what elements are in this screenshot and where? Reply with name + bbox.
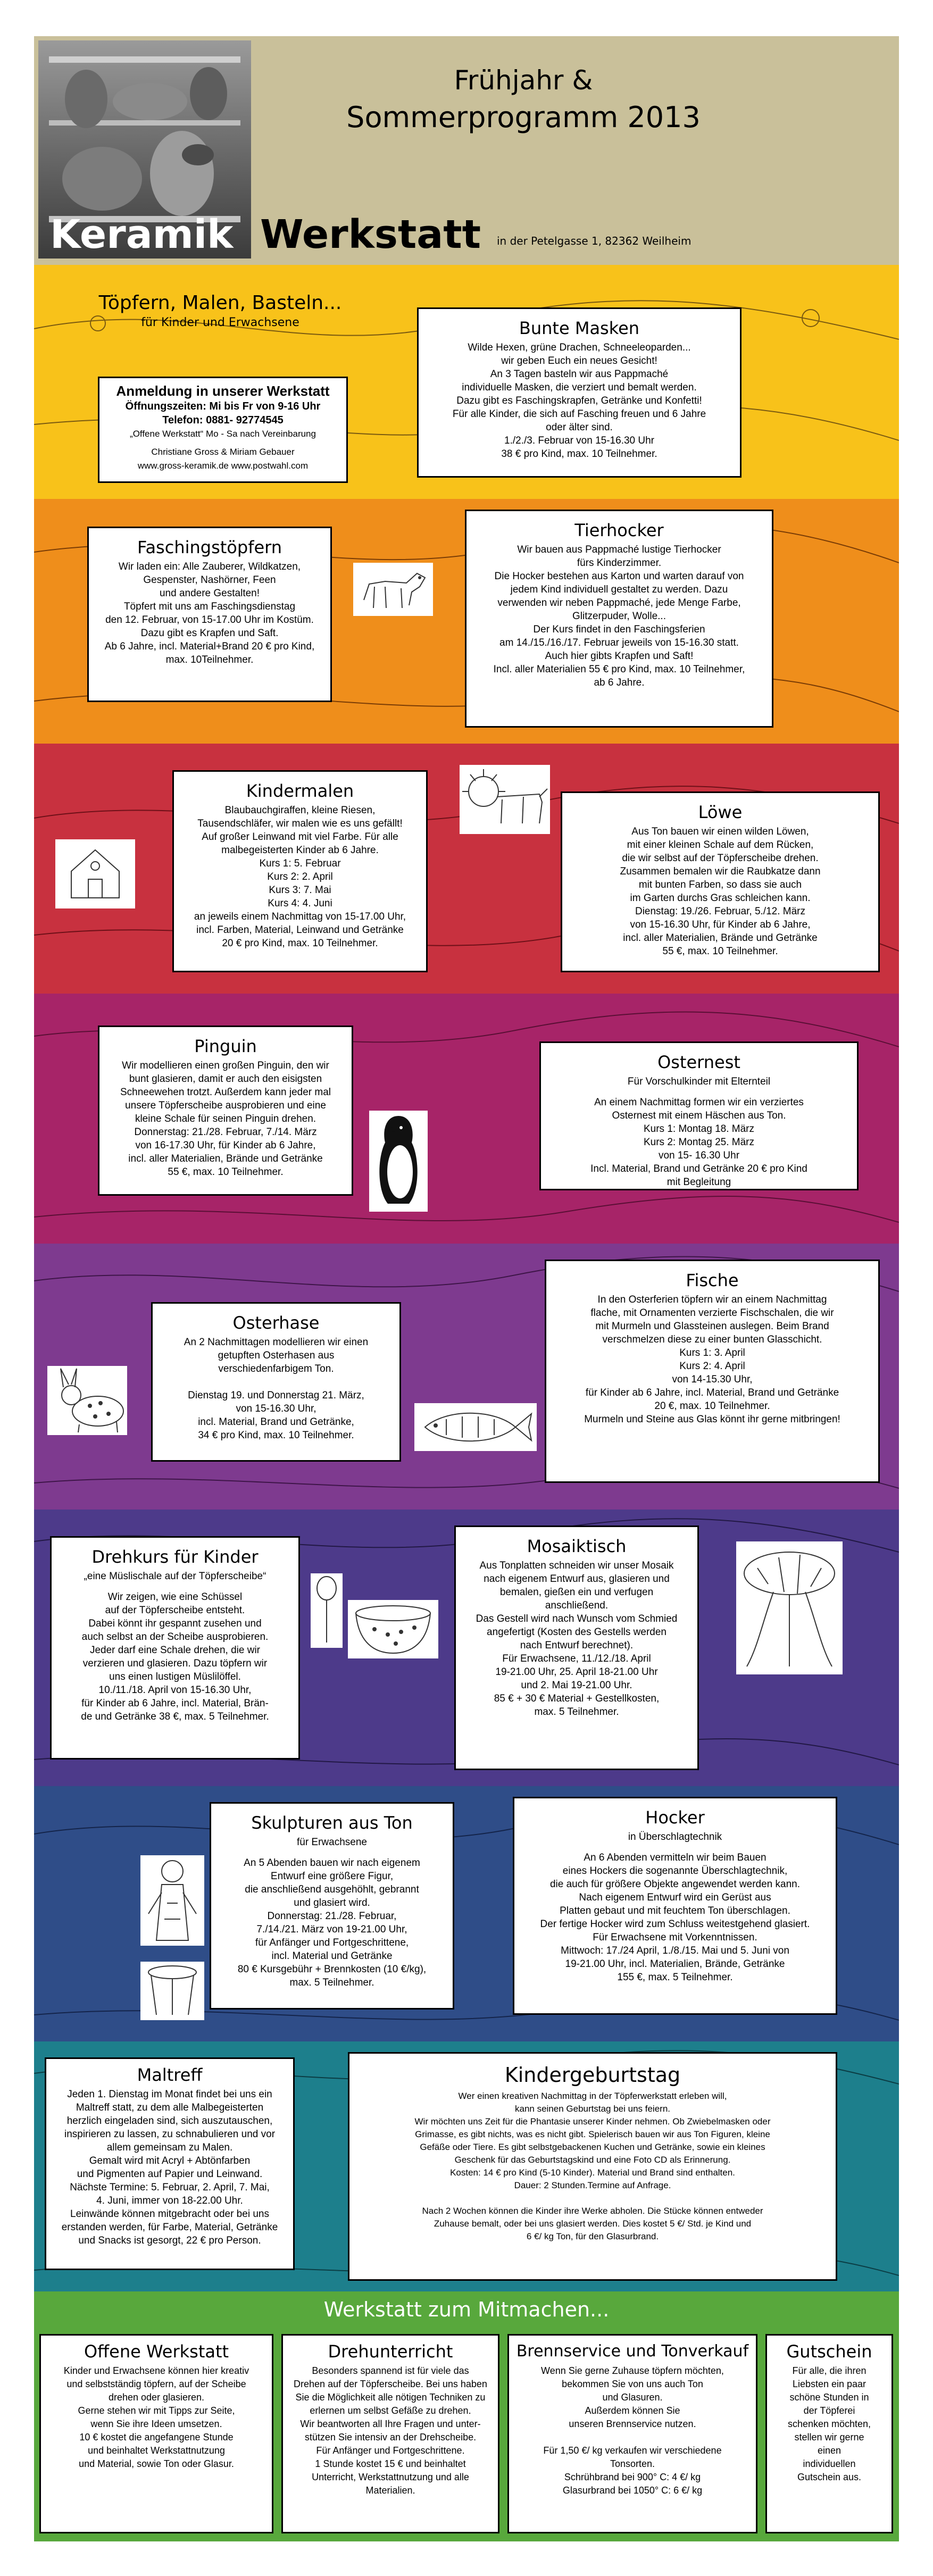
header-band [34,36,899,265]
horse-drawing-art [353,563,433,616]
service-brennservice [507,2334,757,2533]
course-title: Fische [686,1270,739,1290]
contact-box [98,377,348,483]
house-drawing-art [55,839,135,908]
season-title-line2: Sommerprogramm 2013 [346,101,701,134]
course-title: Tierhocker [574,520,664,540]
course-drehkurs [50,1536,300,1760]
course-description: An 6 Abenden vermitteln wir beim Bauen eines Hockers die sogenannte Überschlagtechnik, die auch für größere Objekte angewendet werden kann. Nach eigenem Entwurf wird ein Gerüst aus Platten gebaut und mit feuchtem Ton überschlagen. Der fertige Hocker wird zum Schluss weitestgehend glasiert. Für Erwachsene mit Vorkenntnissen. Mittwoch: 17./24 April, 1./8./15. Mai und 5. Juni von 19-21.00 Uhr, incl. Materialien, Brände, Getränke 155 €, max. 5 Teilnehmer. [540,1852,810,1983]
band-teal [34,2041,899,2291]
course-title: Kindermalen [246,781,354,801]
course-subtitle: für Erwachsene [296,1837,367,1848]
mosaic-table-drawing-art [736,1541,843,1674]
intro-subtitle: für Kinder und Erwachsene [141,316,299,329]
spoon-drawing-icon [311,1573,343,1648]
course-title: Skulpturen aus Ton [251,1813,413,1833]
service-title: Brennservice und Tonverkauf [516,2342,749,2361]
course-bunte-masken [417,307,742,478]
band-magenta [34,994,899,1244]
course-title: Drehkurs für Kinder [91,1547,259,1567]
horse-drawing-icon [353,563,433,616]
course-title: Kindergeburtstag [504,2063,681,2087]
course-description: Wir laden ein: Alle Zauberer, Wildkatzen, Gespenster, Nashörner, Feen und andere Gestalten! Töpfert mit uns am Faschingsdienstag den 12. Februar, von 15-17.00 Uhr im Kostüm. Dazu gibt es Krapfen und Saft. Ab 6 Jahre, incl. Material+Brand 20 € pro Kind, max. 10Teilnehmer. [104,561,315,665]
course-kindermalen [172,770,428,972]
lion-drawing-art [460,765,550,834]
band-yellow [34,265,899,499]
service-description: Kinder und Erwachsene können hier kreativ und selbstständig töpfern, auf der Scheibe drehen oder glasieren. Gerne stehen wir mit Tipps zur Seite, wenn Sie ihre Ideen umsetzen. 10 € kostet die angefangene Stunde und beinhaltet Werkstattnutzung und Material, sowie Ton oder Glasur. [63,2365,249,2469]
service-description: Wenn Sie gerne Zuhause töpfern möchten, bekommen Sie von uns auch Ton und Glasuren. Außerdem können Sie unseren Brennservice nutzen. Für 1,50 €/ kg verkaufen wir verschiedene Tonsorten. Schrühbrand bei 900° C: 4 €/ kg Glasurbrand bei 1050° C: 6 €/ kg [541,2365,724,2496]
course-description: In den Osterferien töpfern wir an einem Nachmittag flache, mit Ornamenten verzierte Fischschalen, die wir mit Murmeln und Glassteinen auslegen. Beim Brand verschmelzen diese zu einer bunten Glasschicht. Kurs 1: 3. April Kurs 2: 4. April von 14-15.30 Uhr, für Kinder ab 6 Jahre, incl. Material, Brand und Getränke 20 €, max. 10 Teilnehmer. Murmeln und Steine aus Glas könnt ihr gerne mitbringen! [584,1294,840,1425]
brand-keramik: Keramik [50,212,234,257]
bowl-drawing-icon [348,1600,438,1658]
band-green [34,2291,899,2541]
course-title: Osternest [657,1052,740,1072]
house-drawing-icon [55,839,135,908]
address: in der Petelgasse 1, 82362 Weilheim [497,235,692,247]
fish-drawing-icon [414,1403,537,1451]
course-title: Mosaiktisch [527,1536,627,1556]
course-maltreff [45,2057,295,2270]
rabbit-drawing-art [47,1366,127,1435]
course-title: Pinguin [194,1036,257,1056]
course-description: Wilde Hexen, grüne Drachen, Schneeleoparden... wir geben Euch ein neues Gesicht! An 3 Tagen basteln wir aus Pappmaché individuelle Masken, die verziert und bemalt werden. Dazu gibt es Faschingskrapfen, Getränke und Konfetti! Für alle Kinder, die sich auf Fasching freuen und 6 Jahre oder älter sind. 1./2./3. Februar von 15-16.30 Uhr 38 € pro Kind, max. 10 Teilnehmer. [452,342,706,460]
figure-drawing-art [140,1855,204,1946]
course-title: Bunte Masken [519,318,640,338]
course-title: Maltreff [137,2065,203,2085]
course-pinguin [98,1026,353,1196]
bowl-drawing-art [348,1600,438,1658]
course-subtitle: in Überschlagtechnik [628,1831,722,1843]
service-title: Gutschein [786,2341,872,2362]
mitmachen-heading: Werkstatt zum Mitmachen... [323,2298,610,2321]
course-hocker [513,1797,837,2015]
course-title: Hocker [645,1807,705,1828]
offene-werkstatt-note: „Offene Werkstatt“ Mo - Sa nach Vereinbarung [130,429,316,439]
course-description: Jeden 1. Dienstag im Monat findet bei uns ein Maltreff statt, zu dem alle Malbegeisterten herzlich eingeladen sind, sich auszutauschen, inspirieren zu lassen, zu schnabulieren und vor allem gemeinsam zu Malen. Gemalt wird mit Acryl + Abtönfarben und Pigmenten auf Papier und Leinwand. Nächste Termine: 5. Februar, 2. April, 7. Mai, 4. Juni, immer von 18-22.00 Uhr. Leinwände können mitgebracht oder bei uns erstanden werden, für Farbe, Material, Getränke und Snacks ist gesorgt, 22 € pro Person. [61,2089,278,2246]
service-description: Besonders spannend ist für viele das Drehen auf der Töpferscheibe. Bei uns haben Sie die Möglichkeit alle nötigen Techniken zu erlernen um selbst Gefäße zu drehen. Wir beantworten all Ihre Fragen und unter- stützen Sie intensiv an der Drehscheibe. Für Anfänger und Fortgeschrittene. 1 Stunde kostet 15 € und beinhaltet Unterricht, Werkstattnutzung und alle Materialien. [294,2365,487,2496]
course-kindergeburtstag [348,2052,837,2281]
penguin-drawing-icon [369,1111,428,1212]
course-osternest [539,1041,859,1190]
website-links[interactable]: www.gross-keramik.de www.postwahl.com [137,461,309,471]
intro-title: Töpfern, Malen, Basteln... [98,292,342,314]
course-description: Wer einen kreativen Nachmittag in der Töpferwerkstatt erleben will, kann seinen Geburtstag bei uns feiern. Wir möchten uns Zeit für die Phantasie unserer Kinder nehmen. Ob Zwiebelmasken oder Grimasse, es gibt nichts, was es nicht gibt. Spielerisch bauen wir aus Ton Figuren, kleine Gefäße oder Tiere. Es gibt selbstgebackenen Kuchen und Getränke, sowie ein kleines Geschenk für das Geburtstagskind und eine Foto CD als Erinnerung. Kosten: 14 € pro Kind (5-10 Kinder). Material und Brand sind enthalten. Dauer: 2 Stunden.Termine auf Anfrage. Nach 2 Wochen können die Kinder ihre Werke abholen. Die Stücke können entweder Zuhause bemalt, oder bei uns glasiert werden. Dies kostet 5 €/ Std. je Kind und 6 €/ kg Ton, für den Glasurbrand. [414,2091,771,2241]
program-poster [34,36,899,2541]
course-fische [545,1260,880,1483]
fish-drawing-art [414,1403,537,1451]
spoon-drawing-art [311,1573,343,1648]
course-skulpturen [210,1802,454,2010]
brand-werkstatt: Werkstatt [260,212,481,257]
course-title: Löwe [698,802,743,822]
course-description: Blaubauchgiraffen, kleine Riesen, Tausendschläfer, wir malen wie es uns gefällt! Auf großer Leinwand mit viel Farbe. Für alle malbegeisterten Kinder ab 6 Jahre. Kurs 1: 5. Februar Kurs 2: 2. April Kurs 3: 7. Mai Kurs 4: 4. Juni an jeweils einem Nachmittag von 15-17.00 Uhr, incl. Farben, Material, Leinwand und Getränke 20 € pro Kind, max. 10 Teilnehmer. [194,805,406,949]
band-indigo [34,1510,899,1786]
phone-number: Telefon: 0881- 92774545 [162,414,284,426]
course-title: Osterhase [232,1313,320,1333]
penguin-drawing-art [369,1111,428,1212]
course-description: An einem Nachmittag formen wir ein verziertes Osternest mit einem Häschen aus Ton. Kurs 1: Montag 18. März Kurs 2: Montag 25. März von 15- 16.30 Uhr Incl. Material, Brand und Getränke 20 € pro Kind mit Begleitung [590,1097,807,1188]
owner-names: Christiane Gross & Miriam Gebauer [151,447,295,457]
season-title-line1: Frühjahr & [454,65,593,96]
service-offene-werkstatt [39,2334,273,2533]
lion-drawing-icon [460,765,550,834]
stool-drawing-art [140,1962,204,2020]
rabbit-drawing-icon [47,1366,127,1435]
band-red [34,744,899,994]
band-navy [34,1786,899,2041]
course-subtitle: Für Vorschulkinder mit Elternteil [627,1076,771,1087]
course-loewe [561,791,880,972]
course-tierhocker [465,510,773,728]
course-faschingstoepfern [87,527,332,702]
service-title: Offene Werkstatt [84,2341,229,2362]
course-description: Aus Tonplatten schneiden wir unser Mosaik nach eigenem Entwurf aus, glasieren und bemalen, gießen ein und verfugen anschließend. Das Gestell wird nach Wunsch vom Schmied angefertigt (Kosten des Gestells werden nach Entwurf berechnet). Für Erwachsene, 11./12./18. April 19-21.00 Uhr, 25. April 18-21.00 Uhr und 2. Mai 19-21.00 Uhr. 85 € + 30 € Material + Gestellkosten, max. 5 Teilnehmer. [476,1560,678,1718]
course-description: An 2 Nachmittagen modellieren wir einen getupften Osterhasen aus verschiedenfarbigem Ton. Dienstag 19. und Donnerstag 21. März, von 15-16.30 Uhr, incl. Material, Brand und Getränke, 34 € pro Kind, max. 10 Teilnehmer. [184,1337,369,1441]
course-description: Wir modellieren einen großen Pinguin, den wir bunt glasieren, damit er auch den eisigsten Schneewehen trotzt. Außerdem kann jeder mal unsere Töpferscheibe ausprobieren und eine kleine Schale für seinen Pinguin drehen. Donnerstag: 21./28. Februar, 7./14. März von 16-17.30 Uhr, für Kinder ab 6 Jahre, incl. aller Materialien, Brände und Getränke 55 €, max. 10 Teilnehmer. [120,1060,331,1178]
course-title: Faschingstöpfern [137,537,282,557]
figure-drawing-icon [140,1855,204,1946]
opening-hours: Öffnungszeiten: Mi bis Fr von 9-16 Uhr [125,401,321,412]
course-description: Aus Ton bauen wir einen wilden Löwen, mit einer kleinen Schale auf dem Rücken, die wir selbst auf der Töpferscheibe drehen. Zusammen bemalen wir die Raubkatze dann mit bunten Farben, so dass sie auch im Garten durchs Gras schleichen kann. Dienstag: 19./26. Februar, 5./12. März von 15-16.30 Uhr, für Kinder ab 6 Jahre, incl. aller Materialien, Brände und Getränke 55 €, max. 10 Teilnehmer. [620,826,821,957]
contact-heading: Anmeldung in unserer Werkstatt [116,383,330,399]
mosaic-table-drawing-icon [736,1541,843,1674]
service-title: Drehunterricht [328,2341,453,2362]
course-subtitle: „eine Müslischale auf der Töpferscheibe“ [84,1571,266,1582]
course-mosaiktisch [454,1525,699,1770]
service-description: Für alle, die ihren Liebsten ein paar schöne Stunden in der Töpferei schenken möchten, stellen wir gerne einen individuellen Gutschein aus. [787,2365,871,2482]
intro-block [87,291,353,331]
service-gutschein [765,2334,893,2533]
course-osterhase [151,1302,401,1462]
stool-drawing-icon [140,1962,204,2020]
service-drehunterricht [281,2334,499,2533]
course-description: An 5 Abenden bauen wir nach eigenem Entwurf eine größere Figur, die anschließend ausgehöhlt, gebrannt und glasiert wird. Donnerstag: 21./28. Februar, 7./14./21. März von 19-21.00 Uhr, für Anfänger und Fortgeschrittene, incl. Material und Getränke 80 € Kursgebühr + Brennkosten (10 €/kg), max. 5 Teilnehmer. [237,1857,427,1988]
band-purple [34,1244,899,1510]
course-description: Wir bauen aus Pappmaché lustige Tierhocker fürs Kinderzimmer. Die Hocker bestehen aus Karton und warten darauf von jedem Kind individuell gestaltet zu werden. Dazu verwenden wir neben Pappmaché, jede Menge Farbe, Glitzerpuder, Wolle... Der Kurs findet in den Faschingsferien am 14./15./16./17. Februar jeweils von 15-16.30 statt. Auch hier gibts Krapfen und Saft! Incl. aller Materialien 55 € pro Kind, max. 10 Teilnehmer, ab 6 Jahre. [493,544,745,688]
course-description: Wir zeigen, wie eine Schüssel auf der Töpferscheibe entsteht. Dabei könnt ihr gespannt zusehen und auch selbst an der Scheibe ausprobieren. Jeder darf eine Schale drehen, die wir verzieren und glasieren. Dazu töpfern wir uns einen lustigen Müslilöffel. 10./11./18. April von 15-16.30 Uhr, für Kinder ab 6 Jahre, incl. Material, Brän- de und Getränke 38 €, max. 5 Teilnehmer. [81,1591,269,1722]
band-orange [34,499,899,744]
